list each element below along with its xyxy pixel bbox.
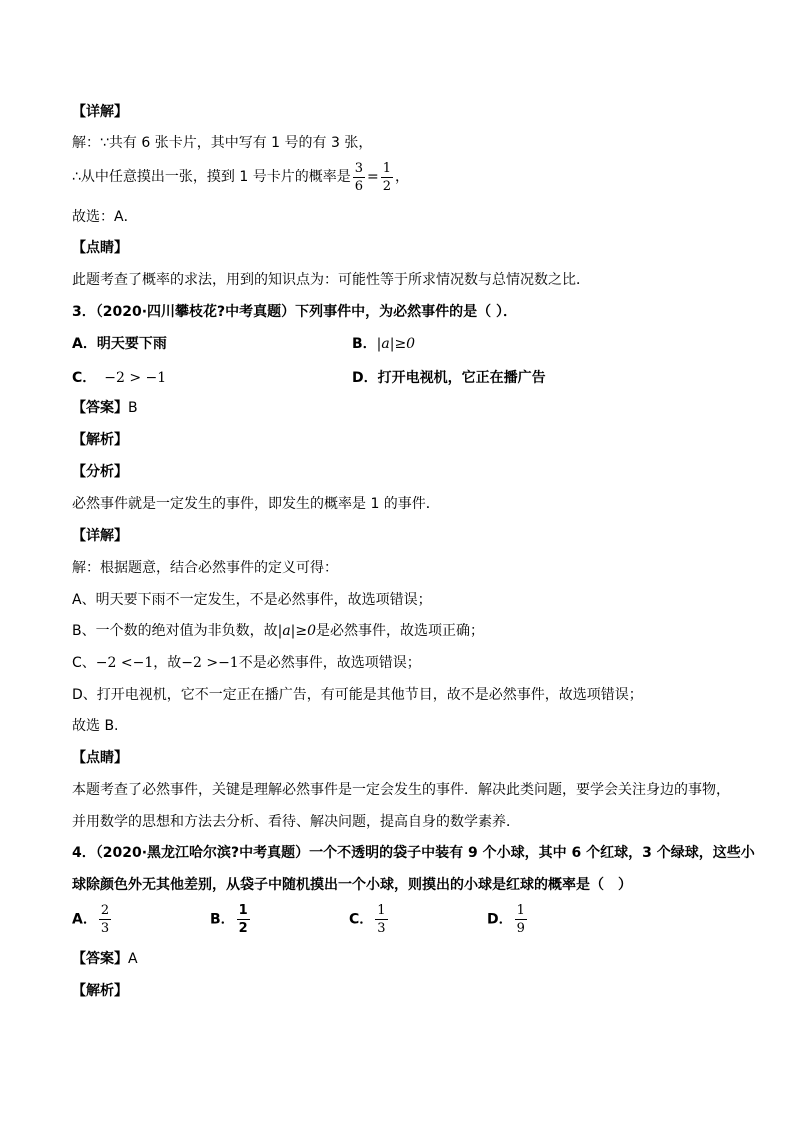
- q3-comment-line2: 并用数学的思想和方法去分析、看待、解决问题，提高自身的数学素养．: [72, 814, 520, 830]
- fraction-denominator: 2: [238, 921, 248, 936]
- detail-math: −2 <−1: [95, 655, 154, 671]
- q3-detail-heading: 【详解】: [72, 528, 128, 544]
- q3-detail-intro: 解：根据题意，结合必然事件的定义可得：: [72, 560, 338, 576]
- q3-answer: [72, 398, 138, 418]
- q3-analyze-heading: 【分析】: [72, 464, 128, 480]
- q4-option-a: [72, 903, 113, 936]
- option-label: C．: [349, 911, 374, 928]
- fraction-denominator: 3: [100, 921, 110, 936]
- q3-detail-d: D、打开电视机，它不一定正在播广告，有可能是其他节目，故不是必然事件，故选项错误；: [72, 687, 643, 703]
- q3-detail-c: [72, 653, 421, 673]
- option-math: |a|≥0: [376, 336, 416, 352]
- q2-solution-suffix: ，: [395, 169, 410, 185]
- detail-text: 不是必然事件，故选项错误；: [238, 655, 421, 671]
- q4-answer: [72, 949, 138, 969]
- q4-analysis-heading: 【解析】: [72, 983, 128, 999]
- fraction-numerator: 2: [100, 903, 110, 918]
- fraction-denominator: 6: [354, 178, 363, 194]
- q4-stem-line2: 球除颜色外无其他差别，从袋子中随机摸出一个小球，则摸出的小球是红球的概率是（ ）: [72, 877, 632, 893]
- q3-analysis-heading: 【解析】: [72, 432, 128, 448]
- q3-comment-heading: 【点睛】: [72, 750, 128, 766]
- fraction-numerator: 1: [238, 903, 248, 918]
- fraction-numerator: 1: [377, 903, 386, 918]
- option-fraction: [375, 903, 387, 936]
- q3-option-d: D．打开电视机，它正在播广告: [352, 370, 546, 386]
- q4-option-d: [487, 903, 529, 936]
- q2-detail-heading: 【详解】: [72, 104, 128, 120]
- option-label: C．: [72, 370, 97, 386]
- q3-detail-b: [72, 621, 484, 641]
- option-fraction: [515, 903, 527, 936]
- answer-label: 【答案】: [72, 951, 128, 967]
- fraction-denominator: 9: [516, 921, 525, 936]
- q3-option-c: [72, 368, 166, 388]
- option-fraction: [99, 903, 111, 936]
- q4-option-b: [210, 903, 252, 936]
- option-label: A．: [72, 911, 97, 928]
- answer-label: 【答案】: [72, 400, 128, 416]
- q3-option-a: A．明天要下雨: [72, 336, 167, 352]
- option-label: B．: [210, 911, 235, 928]
- detail-math: −2 >−1: [181, 655, 239, 671]
- q3-analyze: 必然事件就是一定发生的事件，即发生的概率是 1 的事件．: [72, 496, 440, 512]
- detail-text: ，故: [153, 655, 182, 671]
- q3-detail-a: A、明天要下雨不一定发生，不是必然事件，故选项错误；: [72, 592, 432, 608]
- detail-text: B、一个数的绝对值为非负数，故: [72, 623, 278, 639]
- fraction-numerator: 3: [354, 160, 363, 176]
- q4-stem-line1: 4．（2020·黑龙江哈尔滨?中考真题）一个不透明的袋子中装有 9 个小球，其中 6 个红球，3 个绿球，这些小: [72, 845, 755, 861]
- option-label: D．: [487, 911, 513, 928]
- q4-option-c: [349, 903, 390, 936]
- q2-choice: 故选：A．: [72, 209, 138, 225]
- q2-comment: 此题考查了概率的求法，用到的知识点为：可能性等于所求情况数与总情况数之比．: [72, 272, 590, 288]
- option-fraction: [237, 903, 250, 936]
- fraction-denominator: 3: [377, 921, 386, 936]
- q3-stem: 3．（2020·四川攀枝花?中考真题）下列事件中，为必然事件的是（ ）．: [72, 304, 518, 320]
- answer-value: B: [128, 400, 138, 416]
- option-math: −2 > −1: [104, 370, 167, 386]
- q3-option-b: [352, 334, 415, 354]
- fraction-numerator: 1: [516, 903, 525, 918]
- fraction-denominator: 2: [382, 178, 392, 194]
- detail-math: |a|≥0: [277, 623, 317, 639]
- answer-value: A: [128, 951, 138, 967]
- q2-solution-line2: [72, 160, 409, 194]
- q2-fraction-1-2: [381, 161, 393, 194]
- fraction-numerator: 1: [382, 160, 392, 176]
- q2-solution-line1: 解：∵共有 6 张卡片，其中写有 1 号的有 3 张，: [72, 135, 373, 151]
- q3-comment-line1: 本题考查了必然事件，关键是理解必然事件是一定会发生的事件．解决此类问题，要学会关注身边的事物，: [72, 782, 730, 798]
- detail-text: 是必然事件，故选项正确；: [316, 623, 485, 639]
- detail-text: C、: [72, 655, 96, 671]
- q3-choice: 故选 B.: [72, 718, 119, 734]
- q2-comment-heading: 【点睛】: [72, 240, 128, 256]
- q2-fraction-3-6: [353, 161, 365, 194]
- option-label: B．: [352, 336, 377, 352]
- q2-solution-prefix: ∴从中任意摸出一张，摸到 1 号卡片的概率是: [72, 169, 351, 185]
- equals-sign: =: [367, 169, 379, 185]
